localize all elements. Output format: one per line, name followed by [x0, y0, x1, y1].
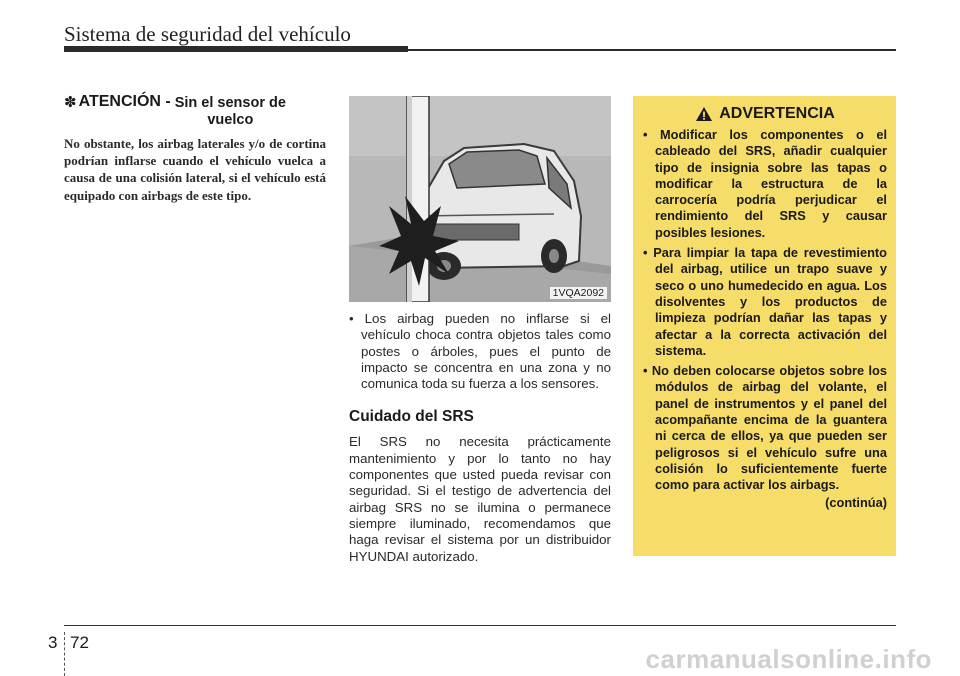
attention-note [64, 93, 326, 204]
page-header-title: Sistema de seguridad del vehículo [64, 22, 351, 46]
car-pole-crash-image [349, 96, 611, 302]
attention-body: No obstante, los airbag laterales y/o de cortina podrían inflarse cuando el vehículo vuelca a causa de una colisión lateral, si el vehículo está equipado con airbags de este tipo. [64, 136, 326, 203]
crash-illustration [349, 96, 611, 302]
warning-item: • No deben colocarse objetos sobre los módulos de airbag del volante, el panel de instrumentos y el panel del acompañante encima de la guantera ni cerca de ellos, ya que pueden ser peligrosos si el vehículo sufre una colisión lo suficientemente fuerte como para activar los airbags. [643, 363, 887, 493]
chapter-number: 3 [48, 633, 58, 652]
header-rule-thin [408, 49, 896, 51]
asterisk-icon: ✽ [64, 94, 77, 111]
srs-care-body: El SRS no necesita prácticamente mantenimiento y por lo tanto no hay componentes que usted pueda revisar con seguridad. Si el testigo de advertencia del airbag SRS no se ilumina o permanece siempre iluminado, recomendamos que haga revisar el sistema por un distribuidor HYUNDAI autorizado. [349, 434, 611, 564]
continued-label: (continúa) [825, 494, 887, 510]
watermark: carmanualsonline.info [645, 644, 932, 674]
warning-title [643, 105, 887, 123]
warning-item: • Modificar los componentes o el cableado del SRS, añadir cualquier tipo de insignia sobre las tapas o modificar la estructura de la carrocería podría perjudicar el rendimiento del SRS y causar posibles lesiones. [643, 127, 887, 240]
srs-care-heading: Cuidado del SRS [349, 408, 474, 426]
footer-rule [64, 625, 896, 626]
warning-box [633, 96, 896, 556]
warning-item: • Para limpiar la tapa de revestimiento del airbag, utilice un trapo suave y seco o uno humedecido en agua. Los disolventes y los productos de limpieza podrían dañar las tapas y afectar a la correcta activación del sistema. [643, 245, 887, 358]
header-rule-thick [64, 46, 408, 52]
warning-list [643, 127, 887, 494]
attention-label: ATENCIÓN - [78, 93, 171, 110]
attention-subtitle-line2: vuelco [207, 112, 254, 128]
attention-heading [64, 93, 326, 129]
airbag-pole-note: • Los airbag pueden no inflarse si el vehículo choca contra objetos tales como postes o árboles, pues el punto de impacto se concentra en una zona y no comunica toda su fuerza a los sensores. [349, 311, 611, 392]
warning-triangle-icon [695, 106, 713, 122]
footer-separator [64, 632, 65, 676]
attention-subtitle-line1: Sin el sensor de [174, 95, 286, 111]
page-number: 72 [70, 633, 89, 652]
figure-code: 1VQA2092 [550, 287, 607, 299]
middle-column [349, 311, 611, 565]
attention-subtitle [175, 95, 286, 129]
warning-title-text: ADVERTENCIA [719, 105, 835, 122]
